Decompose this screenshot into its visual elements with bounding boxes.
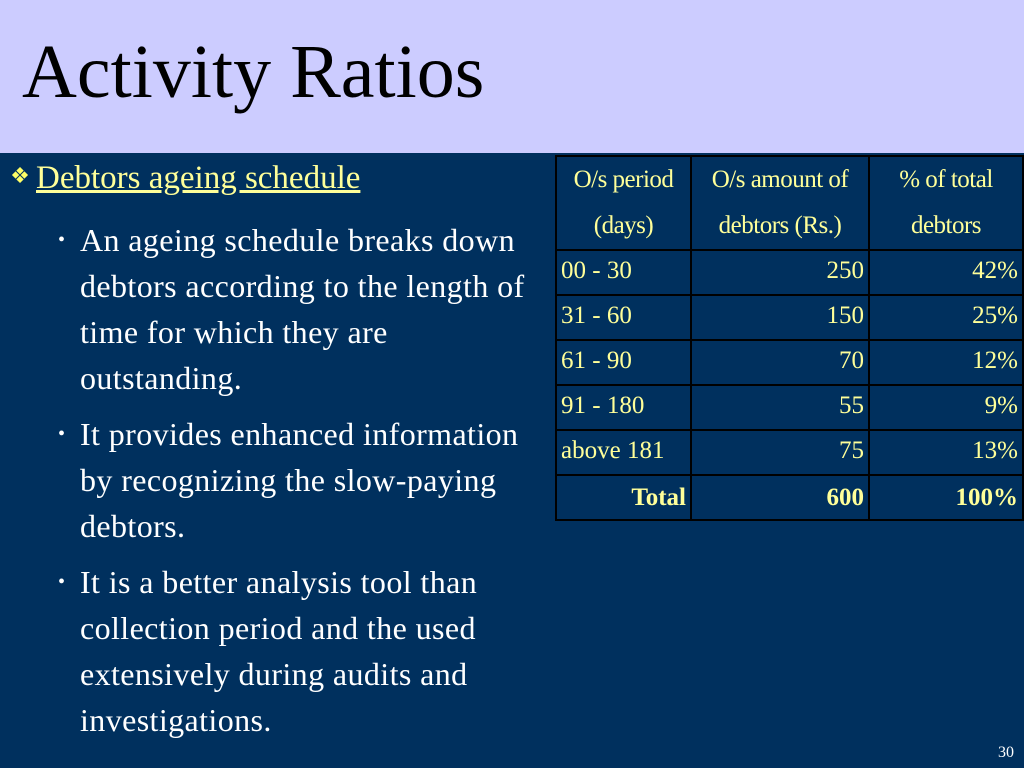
cell-percent: 9% <box>869 385 1023 430</box>
bullet-text: It is a better analysis tool than collection period and the used extensively during audits and investigations. <box>80 564 478 738</box>
cell-amount: 250 <box>691 250 869 295</box>
table-row <box>556 340 1023 385</box>
cell-percent: 42% <box>869 250 1023 295</box>
slide-number: 30 <box>998 744 1014 761</box>
ageing-table <box>555 155 1024 521</box>
diamond-bullet-icon: ❖ <box>10 163 30 188</box>
bullet-item <box>58 559 538 743</box>
title-band <box>0 0 1024 153</box>
cell-percent: 13% <box>869 430 1023 475</box>
cell-percent: 25% <box>869 295 1023 340</box>
cell-total-amount: 600 <box>691 475 869 520</box>
bullet-text: An ageing schedule breaks down debtors according to the length of time for which they are outstanding. <box>80 222 525 396</box>
bullet-item <box>58 217 538 401</box>
table-row <box>556 430 1023 475</box>
cell-period: above 181 <box>556 430 691 475</box>
cell-period: 61 - 90 <box>556 340 691 385</box>
cell-amount: 55 <box>691 385 869 430</box>
bullet-dot-icon: • <box>58 571 66 593</box>
table-header-row <box>556 156 1023 250</box>
cell-period: 91 - 180 <box>556 385 691 430</box>
bullet-list <box>58 217 538 753</box>
table-total-row <box>556 475 1023 520</box>
slide-title: Activity Ratios <box>22 30 485 114</box>
table-row <box>556 295 1023 340</box>
cell-total-percent: 100% <box>869 475 1023 520</box>
cell-amount: 150 <box>691 295 869 340</box>
bullet-item <box>58 411 538 549</box>
cell-period: 00 - 30 <box>556 250 691 295</box>
bullet-dot-icon: • <box>58 423 66 445</box>
cell-amount: 70 <box>691 340 869 385</box>
cell-amount: 75 <box>691 430 869 475</box>
column-header-amount: O/s amount of debtors (Rs.) <box>691 156 869 250</box>
cell-period: 31 - 60 <box>556 295 691 340</box>
table-row <box>556 385 1023 430</box>
section-heading: Debtors ageing schedule <box>36 160 361 196</box>
column-header-percent: % of total debtors <box>869 156 1023 250</box>
table-row <box>556 250 1023 295</box>
column-header-period: O/s period (days) <box>556 156 691 250</box>
bullet-dot-icon: • <box>58 229 66 251</box>
cell-total-label: Total <box>556 475 691 520</box>
heading-row <box>4 159 360 197</box>
bullet-text: It provides enhanced information by recognizing the slow-paying debtors. <box>80 416 519 544</box>
cell-percent: 12% <box>869 340 1023 385</box>
